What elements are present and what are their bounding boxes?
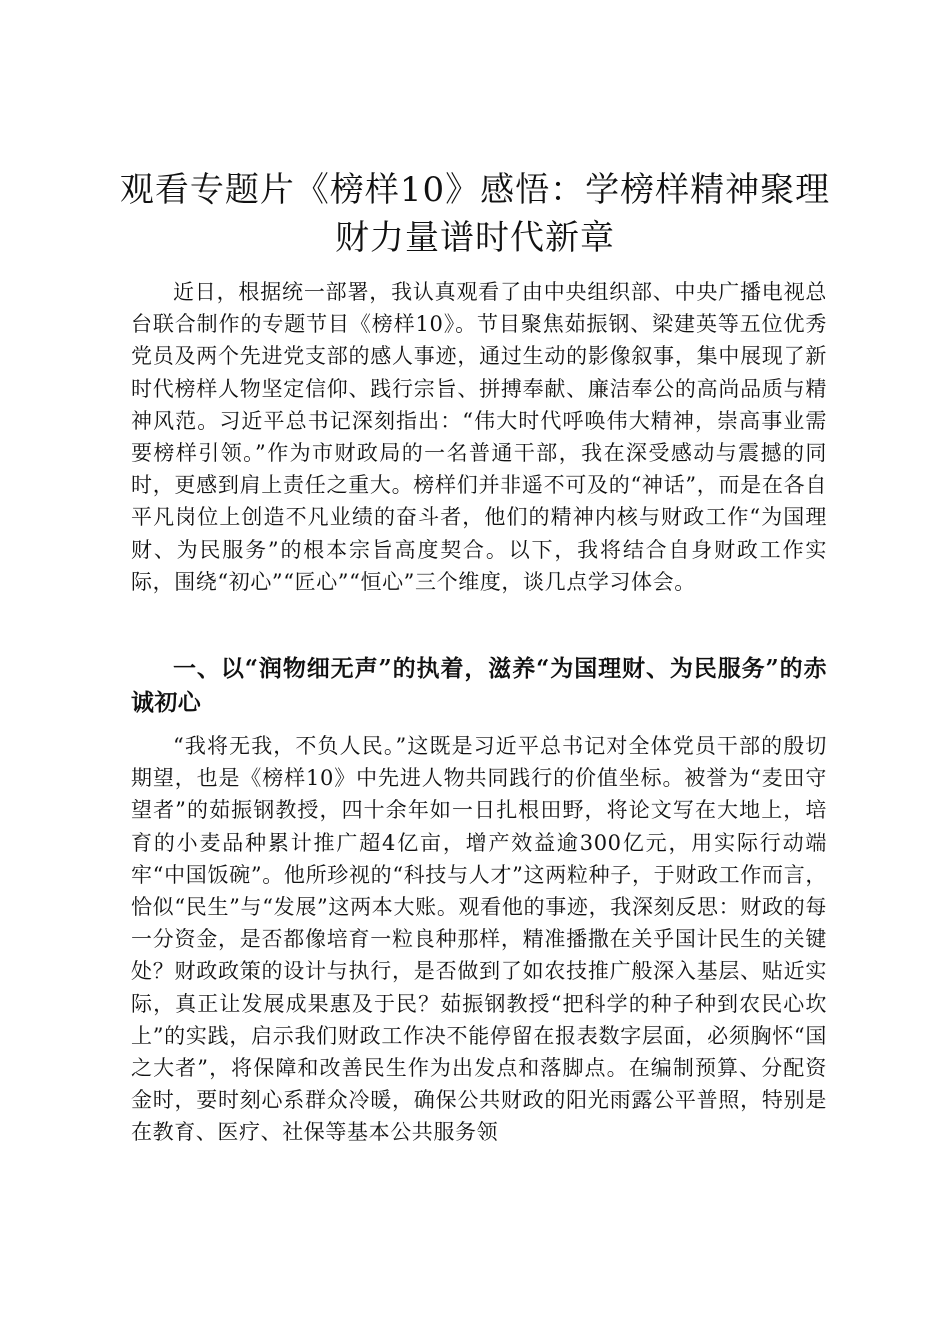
body-paragraph: “我将无我，不负人民。”这既是习近平总书记对全体党员干部的殷切期望，也是《榜样10》中先进人物共同践行的价值坐标。被誉为“麦田守望者”的茹振钢教授，四十余年如一日扎根田野，将论文写在大地上，培育的小麦品种累计推广超4亿亩，增产效益逾300亿元，用实际行动端牢“中国饭碗”。他所珍视的“科技与人才”这两粒种子，于财政工作而言，恰似“民生”与“发展”这两本大账。观看他的事迹，我深刻反思：财政的每一分资金，是否都像培育一粒良种那样，精准播撒在关乎国计民生的关键处？财政政策的设计与执行，是否做到了如农技推广般深入基层、贴近实际，真正让发展成果惠及于民？茹振钢教授“把科学的种子种到农民心坎上”的实践，启示我们财政工作决不能停留在报表数字层面，必须胸怀“国之大者”，将保障和改善民生作为出发点和落脚点。在编制预算、分配资金时，要时刻心系群众冷暖，确保公共财政的阳光雨露公平普照，特别是在教育、医疗、社保等基本公共服务领 — [131, 734, 827, 1145]
intro-paragraph: 近日，根据统一部署，我认真观看了由中央组织部、中央广播电视总台联合制作的专题节目《榜样10》。节目聚焦茹振钢、梁建英等五位优秀党员及两个先进党支部的感人事迹，通过生动的影像叙事，集中展现了新时代榜样人物坚定信仰、践行宗旨、拼搏奉献、廉洁奉公的高尚品质与精神风范。习近平总书记深刻指出：“伟大时代呼唤伟大精神，崇高事业需要榜样引领。”作为市财政局的一名普通干部，我在深受感动与震撼的同时，更感到肩上责任之重大。榜样们并非遥不可及的“神话”，而是在各自平凡岗位上创造不凡业绩的奋斗者，他们的精神内核与财政工作“为国理财、为民服务”的根本宗旨高度契合。以下，我将结合自身财政工作实际，围绕“初心”“匠心”“恒心”三个维度，谈几点学习体会。 — [131, 280, 827, 594]
document-title: 观看专题片《榜样10》感悟：学榜样精神聚理财力量谱时代新章 — [119, 170, 831, 258]
section-heading: 一、以“润物细无声”的执着，滋养“为国理财、为民服务”的赤诚初心 — [131, 655, 827, 716]
